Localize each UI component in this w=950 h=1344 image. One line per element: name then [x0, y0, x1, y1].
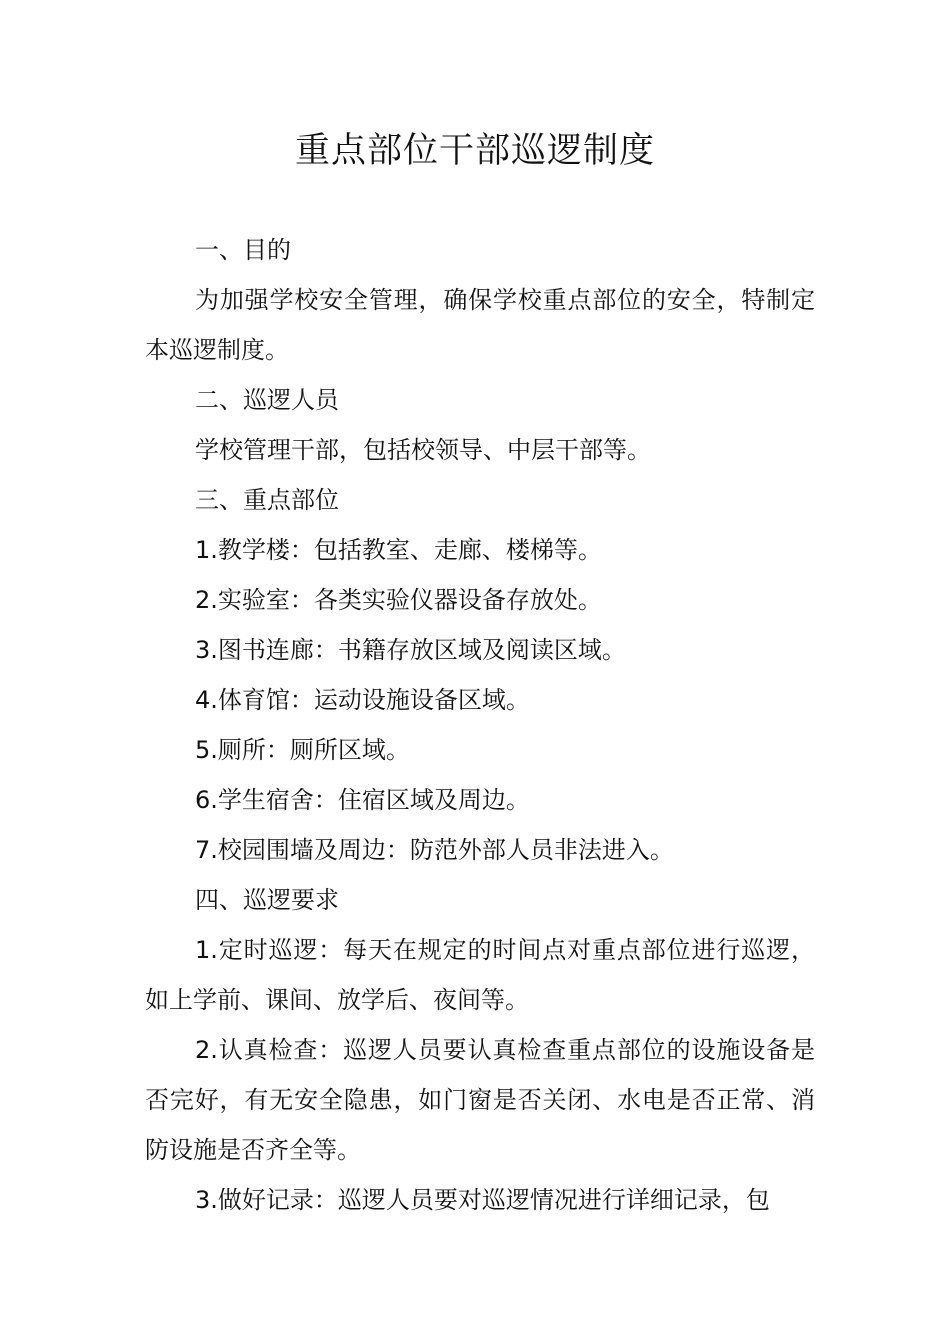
- paragraph-12: 7.校园围墙及周边：防范外部人员非法进入。: [195, 836, 674, 864]
- paragraph-16: 3.做好记录：巡逻人员要对巡逻情况进行详细记录，包: [195, 1186, 770, 1214]
- document-body: [145, 225, 815, 1225]
- paragraph-10: 5.厕所：厕所区域。: [195, 736, 410, 764]
- paragraph-3: 二、巡逻人员: [195, 386, 339, 414]
- document-title: 重点部位干部巡逻制度: [294, 131, 655, 171]
- paragraph-8: 3.图书连廊：书籍存放区域及阅读区域。: [195, 636, 626, 664]
- paragraph-4: 学校管理干部，包括校领导、中层干部等。: [195, 436, 651, 464]
- paragraph-13: 四、巡逻要求: [195, 886, 339, 914]
- paragraph-2: 为加强学校安全管理，确保学校重点部位的安全，特制定本巡逻制度。: [145, 286, 815, 364]
- paragraph-5: 三、重点部位: [195, 486, 339, 514]
- paragraph-6: 1.教学楼：包括教室、走廊、楼梯等。: [195, 536, 602, 564]
- paragraph-15: 2.认真检查：巡逻人员要认真检查重点部位的设施设备是否完好，有无安全隐患，如门窗是否关闭、水电是否正常、消防设施是否齐全等。: [145, 1036, 815, 1164]
- paragraph-14: 1.定时巡逻：每天在规定的时间点对重点部位进行巡逻，如上学前、课间、放学后、夜间等。: [145, 936, 815, 1014]
- paragraph-11: 6.学生宿舍：住宿区域及周边。: [195, 786, 530, 814]
- paragraph-7: 2.实验室：各类实验仪器设备存放处。: [195, 586, 602, 614]
- paragraph-9: 4.体育馆：运动设施设备区域。: [195, 686, 530, 714]
- paragraph-1: 一、目的: [195, 236, 291, 264]
